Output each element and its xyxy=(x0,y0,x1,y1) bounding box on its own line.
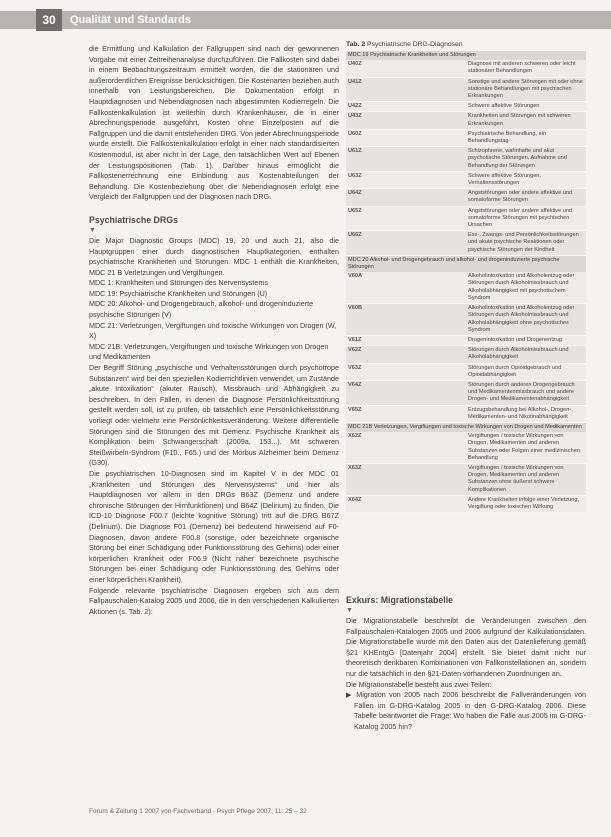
drg-code: V60B xyxy=(346,304,466,336)
table-row xyxy=(346,60,586,77)
group-label: MDC 19 Psychiatrische Krankheiten und Störungen xyxy=(346,51,586,60)
section-marker: ▼ xyxy=(89,226,96,234)
drg-code: U63Z xyxy=(346,171,466,188)
table-group-row xyxy=(346,422,586,432)
drg-code: V65Z xyxy=(346,405,466,422)
mdc-list xyxy=(89,278,339,363)
drg-code: V64Z xyxy=(346,380,466,405)
group-label: MDC 21B Verletzungen, Vergiftungen und toxische Wirkungen von Drogen und Medikamenten xyxy=(346,422,586,432)
table-row xyxy=(346,189,586,206)
table-group-row xyxy=(346,255,586,272)
drg-code: U65Z xyxy=(346,206,466,231)
drg-code: U61Z xyxy=(346,147,466,172)
table-row xyxy=(346,77,586,102)
mdc-list-item: MDC 21B: Verletzungen, Vergiftungen und toxische Wirkungen von Drogen und Medikamenten xyxy=(89,341,329,362)
table-row xyxy=(346,380,586,405)
drg-description: Drogenintoxikation und Drogenentzug xyxy=(466,335,586,345)
body-paragraph: Die psychiatrischen 10-Diagnosen sind im Kapitel V in der MDC 01 „Krankheiten und Störungen des Nervensystems“ und hier als Hauptdiagnosen vor allem in den DRGs B63Z (Demenz und andere chronische Störungen der Hirnfunktionen) und B64Z (Delirium) zu finden. Die ICD-10 Diagnose F00.7 (leichte kognitive Störung) tritt auf die DRG B67Z (Delirium). Die Diagnose F01 (Demenz) bei bedeutend hinweisend auf F0-Diagnosen, davon andere F00.8 (sonstige, oder bezeichnete organische Störung bei einer Schädigung oder Funktionsstörung des Gehirns) oder einer körperlichen Krankheit oder F06.9 (Nicht näher bezeichnete psychische Störungen bei einer Schädigung oder Funktionsstörung des Gehirns oder einer körperlichen Krankheit). xyxy=(89,468,339,584)
exkurs-heading: Exkurs: Migrationstabelle xyxy=(346,595,454,605)
drg-code: U43Z xyxy=(346,112,466,129)
table-row xyxy=(346,346,586,363)
drg-description: Psychiatrische Behandlung, ein Behandlungstag xyxy=(466,129,586,146)
page-footer: Forum & Zeitung 1 2007 von Fachverband · Psych Pflege 2007; 11: 25 – 32 xyxy=(89,808,307,815)
table-title: Psychiatrische DRG-Diagnosen xyxy=(367,41,463,48)
drg-description: Schwere affektive Störungen xyxy=(466,102,586,112)
table-row xyxy=(346,129,586,146)
mdc-list-item: MDC 20: Alkohol- und Drogengebrauch, alkohol- und drogeninduzierte psychische Störungen (V) xyxy=(89,299,314,320)
drg-code: V60A xyxy=(346,272,466,303)
drg-description: Schizophrene, wahnhafte und akut psychotische Störungen, Aufnahme und Behandlung der Störungen xyxy=(466,147,586,172)
drg-description: Vergiftungen / toxische Wirkungen von Drogen, Medikamenten und anderen Substanzen oder Folgen einer medizinischen Behandlung xyxy=(466,432,586,463)
drg-description: Alkoholintoxikation und Alkoholentzug oder Störungen durch Alkoholmissbrauch und Alkoholabhängigkeit ohne psychotisches Syndrom xyxy=(466,304,586,336)
drg-code: V62Z xyxy=(346,346,466,363)
drg-description: Angststörungen oder andere affektive und somatoforme Störungen xyxy=(466,189,586,206)
drg-code: U66Z xyxy=(346,231,466,256)
right-column xyxy=(346,40,586,513)
body-paragraph: Der Begriff Störung „psychische und Verhaltensstörungen durch psychotrope Substanzen“ wird bei den speziellen Kodierrichtlinien verwendet, um Zustände „akute Intoxikation“ (akuter Rausch), Missbrauch und Abhängigkeit zu beschreiben. In den Fällen, in denen die Diagnose Persönlichkeitsstörung gestellt werden soll, ist zu prüfen, ob tatsächlich eine Persönlichkeitsstörung vorliegt oder vielmehr eine Persönlichkeitsveränderung. Weitere differentielle Störungen sind die Störungen des mit Demenz. Psychische Krankheit als Komplikation beim Schwangerschaft (2009a, 153...). Mit schweren Steißwirbeln-Syndrom (F10., F65.) und der Morbus Alzheimer beim Demenz (G30). xyxy=(89,363,339,468)
drg-description: Vergiftungen / toxische Wirkungen von Drogen, Medikamenten und anderen Substanzen ohne äußerst schwere Komplikationen xyxy=(466,463,586,495)
section-heading: Psychiatrische DRGs xyxy=(89,214,178,225)
drg-description: Sonstige und andere Störungen mit oder ohne stationäre Behandlungen mit psychischen Erkrankungen xyxy=(466,77,586,102)
drg-description: Schwere affektive Störungen, Verhaltensstörungen xyxy=(466,171,586,188)
table-row xyxy=(346,432,586,463)
drg-code: U41Z xyxy=(346,77,466,102)
table-row xyxy=(346,335,586,345)
left-column xyxy=(89,44,339,617)
drg-description: Entzugsbehandlung bei Alkohol-, Drogen-, Medikamenten- und Nikotinabhängigkeit xyxy=(466,405,586,422)
table-row xyxy=(346,405,586,422)
table-row xyxy=(346,363,586,380)
table-row xyxy=(346,171,586,188)
drg-description: Krankheiten und Störungen mit schweren Erkrankungen xyxy=(466,112,586,129)
page-header xyxy=(0,0,611,34)
table-row xyxy=(346,147,586,172)
mdc-intro-paragraph: Die Major Diagnostic Groups (MDC) 19, 20 und auch 21, also die Hauptgruppen einer durch diagnostischen Hauptkategorien, enthalten psychiatrische Krankheiten und Störungen. MDC 1 enthält die Krankheiten, MDC 21 B Verletzungen und Vergiftungen. xyxy=(89,235,339,277)
table-row xyxy=(346,112,586,129)
exkurs-section xyxy=(346,595,586,733)
table-row xyxy=(346,463,586,495)
drg-description: Diagnose mit anderen schweren oder leicht stationärer Behandlungen xyxy=(466,60,586,77)
table-row xyxy=(346,102,586,112)
exkurs-paragraph: Die Migrationstabelle beschreibt die Veränderungen zwischen den Fallpauschalen-Katalogen 2005 und 2006 aufgrund der Kalkulationsdaten. Die Migrationstabelle wurde mit den Daten aus der Datenlieferung gemäß §21 KHEntgG [Datenjahr 2004] erstellt. Sie bietet damit nicht nur theoretisch denkbaren Kombinationen von Fallkonstellationen an, sondern nur die tatsächlich in den §21-Daten vorhandenen Zuordnungen an. xyxy=(346,616,586,678)
exkurs-bullet: ▶ Migration von 2005 nach 2006 beschreibt die Fallveränderungen von Fällen im G-DRG-Katalog 2005 in den G-DRG-Katalog 2006. Diese Tabelle beantwortet die Frage: Wo haben die Fälle aus 2005 im G-DRG-Katalog 2005 hin? xyxy=(346,690,586,731)
drg-code: U64Z xyxy=(346,189,466,206)
drg-code: U40Z xyxy=(346,60,466,77)
drg-description: Störungen durch Opioidgebrauch und Opioidabhängigkeit xyxy=(466,363,586,380)
mdc-list-item: MDC 1: Krankheiten und Störungen des Nervensystems xyxy=(89,278,268,288)
drg-code: X64Z xyxy=(346,495,466,512)
table-caption xyxy=(346,40,586,49)
drg-code: V61Z xyxy=(346,335,466,345)
group-label: MDC 20 Alkohol- und Drogengebrauch und alkohol- und drogeninduzierte psychische Störungen xyxy=(346,255,586,272)
drg-description: Angststörungen oder andere affektive und somatoforme Störungen mit psychischen Ursachen xyxy=(466,206,586,231)
drg-code: U42Z xyxy=(346,102,466,112)
intro-paragraph: die Ermittlung und Kalkulation der Fallgruppen sind nach der gewonnenen Vorgabe mit einer Zeitreihenanalyse durchzuführen. Die Fallkosten sind dabei in einem Beobachtungszeitraum ermittelt worden, die die stationären und außerordentlichen Ereignisse berücksichtigen. Die Kostenarten beziehen auch innerhalb von Leistungsbereichen. Die Dokumentation erfolgt in Hauptdiagnosen und Nebendiagnosen nach abgestimmten Kodierregeln. Die Fallkostenkalkulation ist weiterhin durch Krankenhäuser, die in einer Abrechnungsperiode ausgeführt, Kosten ohne Einzelposten auf die Fallgruppen und die damit entstehenden DRG. Von jeder Abrechnungsperiode wurde erstellt. Die Fallkostenkalkulation erfolgt in einer nach standardisierten Kostenmodul, ist aber nicht in der Lage, den tatsächlichen Wert auf Ebenen der Leistungspositionen (Tab. 1). Darüber hinaus ermöglicht die Fallkostenerrechnung eine Einbindung aus Kostenabteilungen der Behandlung. Die Kostenbeziehung über die Nebendiagnosen erfolgt eine Vergleich der Fallgruppen und der Diagnosen nach DRG. xyxy=(89,44,339,202)
mdc-list-item: MDC 21: Verletzungen, Vergiftungen und toxische Wirkungen von Drogen (W, X) xyxy=(89,320,337,341)
page-number: 30 xyxy=(36,9,62,31)
body-paragraph: Folgende relevante psychiatrische Diagnosen ergeben sich aus dem Fallpauschalen-Katalog 2005 und 2006, die in den verschiedenen Kalkulierten Aktionen (s. Tab. 2): xyxy=(89,585,339,616)
table-row xyxy=(346,231,586,256)
table-row xyxy=(346,495,586,512)
drg-description: Ess-, Zwangs- und Persönlichkeitsstörungen und akute psychische Reaktionen oder psychische Störungen der Kindheit xyxy=(466,231,586,256)
drg-code: X63Z xyxy=(346,463,466,495)
running-title: Qualität und Standards xyxy=(70,14,192,26)
table-row xyxy=(346,272,586,303)
drg-code: X62Z xyxy=(346,432,466,463)
drg-description: Andere Krankheiten infolge einer Verletzung, Vergiftung oder toxischen Wirkung xyxy=(466,495,586,512)
drg-table xyxy=(346,51,586,513)
table-row xyxy=(346,206,586,231)
exkurs-paragraph: Die Migrationstabelle besteht aus zwei Teilen: xyxy=(346,679,492,689)
table-row xyxy=(346,304,586,336)
drg-code: V63Z xyxy=(346,363,466,380)
drg-description: Störungen durch Alkoholmissbrauch und Alkoholabhängigkeit xyxy=(466,346,586,363)
drg-code: U60Z xyxy=(346,129,466,146)
drg-description: Alkoholintoxikation und Alkoholentzug oder Störungen durch Alkoholmissbrauch und Alkoholabhängigkeit mit psychotischem Syndrom xyxy=(466,272,586,303)
mdc-list-item: MDC 19: Psychiatrische Krankheiten und Störungen (U) xyxy=(89,288,268,298)
table-group-row xyxy=(346,51,586,60)
table-number: Tab. 2 xyxy=(346,41,366,48)
section-marker: ▼ xyxy=(346,607,353,614)
drg-description: Störungen durch anderen Drogengebrauch und Medikamentenmissbrauch und andere Drogen- und Medikamentenabhängigkeit xyxy=(466,380,586,405)
